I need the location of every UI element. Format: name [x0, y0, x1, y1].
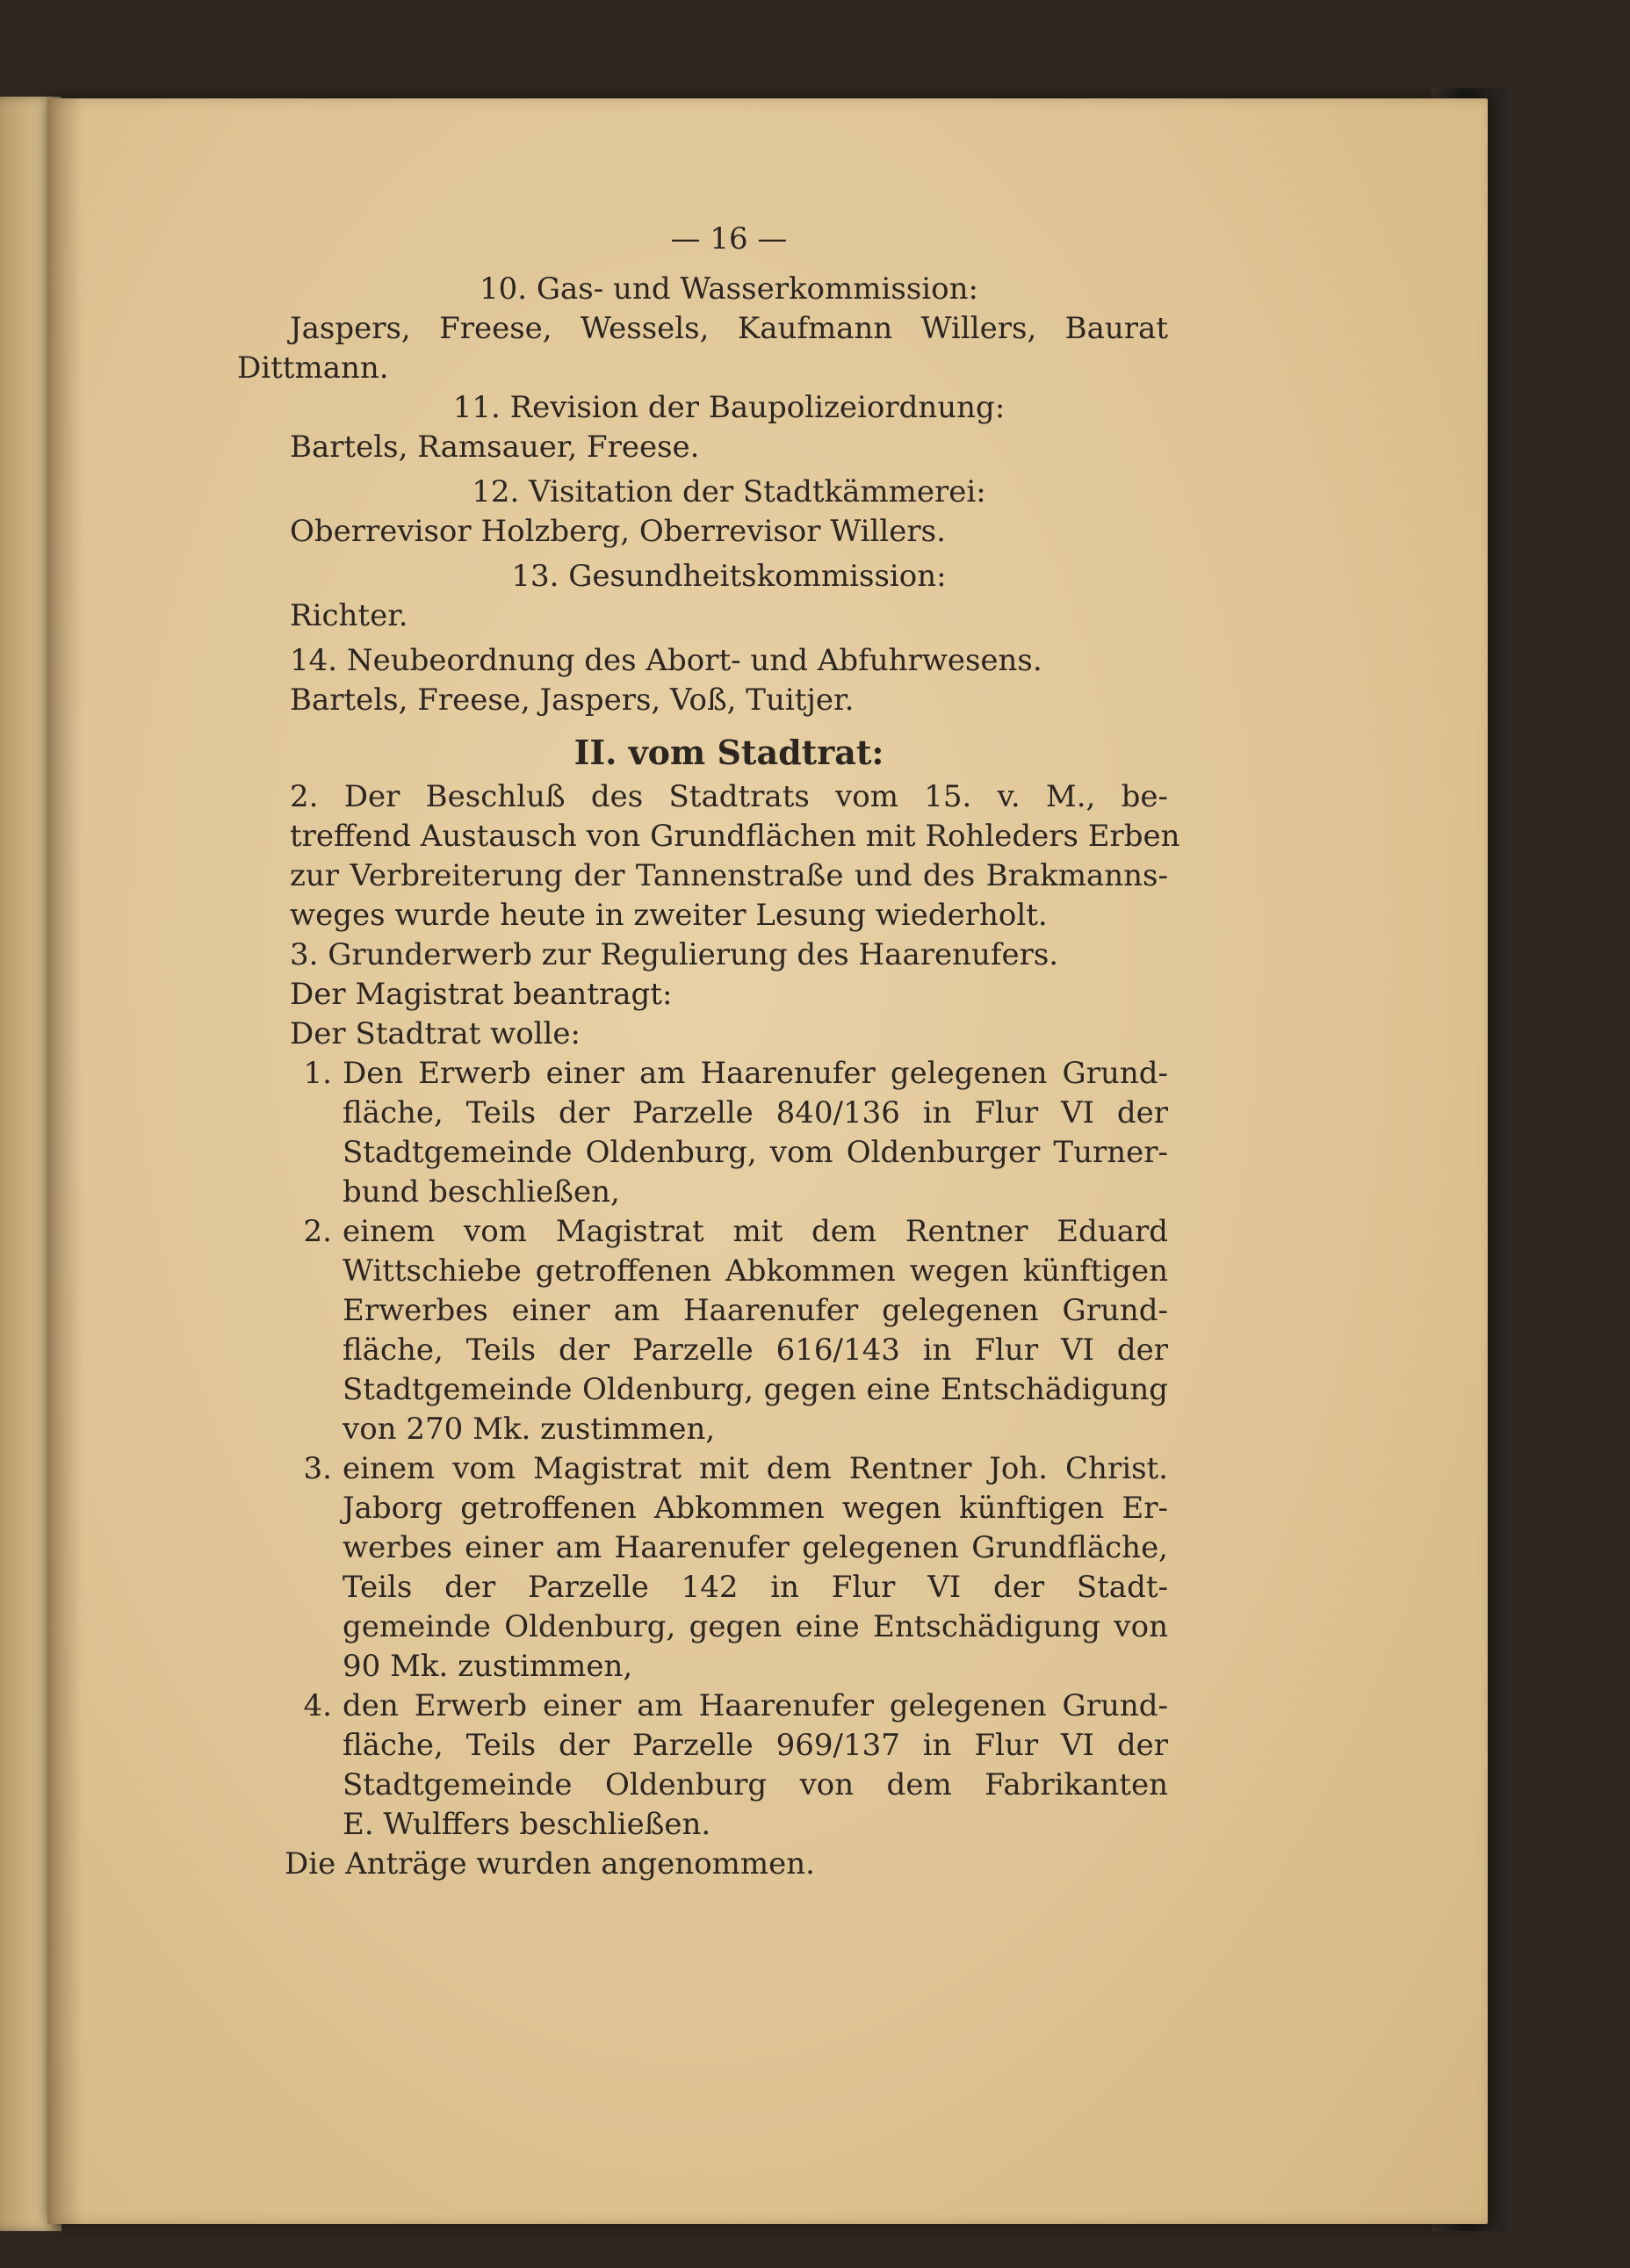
paragraph-line: Der Stadtrat wolle: — [290, 1016, 581, 1051]
commission-members: Jaspers, Freese, Wessels, Kaufmann Willers, Baurat — [290, 311, 1168, 346]
motion-line: Den Erwerb einer am Haarenufer gelegenen Grund- — [343, 1056, 1168, 1091]
motion-line: Jaborg getroffenen Abkommen wegen künftigen Er- — [343, 1491, 1168, 1526]
commission-members: Richter. — [290, 598, 408, 633]
commission-members: Oberrevisor Holzberg, Oberrevisor Willers. — [290, 514, 946, 549]
paragraph-line: weges wurde heute in zweiter Lesung wiederholt. — [290, 898, 1048, 933]
motion-line: Teils der Parzelle 142 in Flur VI der Stadt- — [343, 1570, 1168, 1605]
motion-item — [290, 1212, 1168, 1449]
motion-line: werbes einer am Haarenufer gelegenen Grundfläche, — [343, 1530, 1168, 1565]
commission-title: 10. Gas- und Wasserkommission: — [480, 271, 978, 307]
paragraph-line: 2. Der Beschluß des Stadtrats vom 15. v. M., be- — [290, 779, 1168, 814]
commission-title: 13. Gesundheitskommission: — [511, 559, 947, 594]
paragraph-line: treffend Austausch von Grundflächen mit Rohleders Erben — [290, 819, 1180, 854]
motion-number: 2. — [303, 1214, 332, 1249]
page-number: — 16 — — [670, 221, 788, 256]
motion-number: 3. — [303, 1451, 332, 1486]
paragraph-line: Der Magistrat beantragt: — [290, 977, 673, 1012]
commission-members: Bartels, Freese, Jaspers, Voß, Tuitjer. — [290, 683, 855, 718]
spine-shadow — [47, 98, 83, 2224]
paragraph-line: 3. Grunderwerb zur Regulierung des Haarenufers. — [290, 937, 1059, 972]
motion-line: einem vom Magistrat mit dem Rentner Joh. Christ. — [343, 1451, 1168, 1486]
motion-line: Stadtgemeinde Oldenburg, vom Oldenburger Turner- — [343, 1135, 1168, 1170]
page-text — [237, 220, 1180, 1884]
commission-title: 14. Neubeordnung des Abort- und Abfuhrwesens. — [290, 643, 1042, 678]
motion-number: 1. — [303, 1056, 332, 1091]
motion-number: 4. — [303, 1688, 332, 1723]
motion-item — [290, 1687, 1168, 1845]
commission-members: Bartels, Ramsauer, Freese. — [290, 430, 700, 465]
motion-line: E. Wulffers beschließen. — [343, 1807, 711, 1842]
motion-line: von 270 Mk. zustimmen, — [343, 1412, 716, 1447]
motion-line: fläche, Teils der Parzelle 616/143 in Flur VI der — [343, 1333, 1168, 1368]
motion-line: Wittschiebe getroffenen Abkommen wegen künftigen — [343, 1253, 1168, 1289]
commission-title: 12. Visitation der Stadtkämmerei: — [472, 474, 986, 509]
commission-title: 11. Revision der Baupolizeiordnung: — [452, 390, 1006, 425]
motion-item — [290, 1054, 1168, 1212]
motion-line: 90 Mk. zustimmen, — [343, 1649, 633, 1684]
paragraph-line: zur Verbreiterung der Tannenstraße und des Brakmanns- — [290, 858, 1168, 893]
motion-item — [290, 1449, 1168, 1687]
motion-line: fläche, Teils der Parzelle 840/136 in Flur VI der — [343, 1095, 1168, 1130]
motion-line: fläche, Teils der Parzelle 969/137 in Flur VI der — [343, 1728, 1168, 1763]
commission-members: Dittmann. — [237, 350, 389, 386]
motion-line: Stadtgemeinde Oldenburg von dem Fabrikanten — [343, 1767, 1168, 1802]
motion-line: gemeinde Oldenburg, gegen eine Entschädigung von — [343, 1609, 1168, 1644]
closing-line: Die Anträge wurden angenommen. — [285, 1846, 815, 1882]
section-heading: II. vom Stadtrat: — [573, 733, 884, 772]
motion-line: Erwerbes einer am Haarenufer gelegenen Grund- — [343, 1293, 1168, 1328]
motion-line: bund beschließen, — [343, 1174, 620, 1210]
motion-line: den Erwerb einer am Haarenufer gelegenen Grund- — [343, 1688, 1168, 1723]
motion-line: Stadtgemeinde Oldenburg, gegen eine Entschädigung — [343, 1372, 1168, 1407]
motion-line: einem vom Magistrat mit dem Rentner Eduard — [343, 1214, 1168, 1249]
